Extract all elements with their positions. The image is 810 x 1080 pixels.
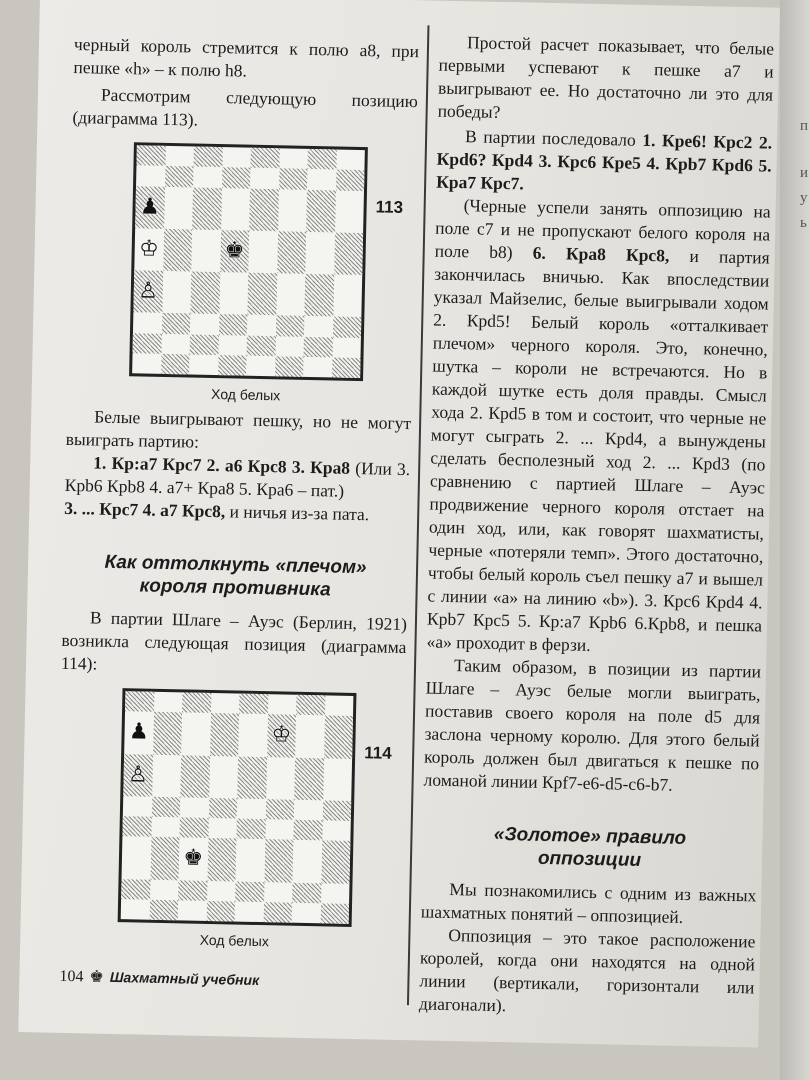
right-column — [419, 31, 775, 1023]
board-square-a1 — [132, 353, 161, 374]
board-square-e4 — [247, 273, 276, 316]
board-square-g2 — [292, 882, 321, 903]
board-square-d8 — [211, 693, 240, 714]
board-square-d6 — [221, 188, 250, 231]
board-square-b1 — [161, 354, 190, 375]
paragraph-text: (Черные успели занять оппозицию на поле c7 и не пропускают белого короля на поле b8) — [434, 195, 771, 263]
board-square-g8 — [296, 695, 325, 716]
board-square-a6 — [135, 186, 164, 229]
paragraph — [65, 451, 411, 504]
paragraph — [426, 194, 771, 661]
board-square-e5 — [237, 798, 266, 819]
board-square-f2 — [275, 336, 304, 357]
board-square-c6 — [180, 755, 209, 798]
board-square-h6 — [323, 758, 352, 801]
board-square-d5 — [208, 798, 237, 819]
board-square-g5 — [305, 232, 334, 275]
board-square-a2 — [133, 333, 162, 354]
board-square-d7 — [222, 167, 251, 188]
board-square-f4 — [265, 819, 294, 840]
board-square-d3 — [218, 314, 247, 335]
board-square-e4 — [236, 819, 265, 840]
board-square-h4 — [322, 820, 351, 841]
board-square-f5 — [265, 799, 294, 820]
board-square-c2 — [190, 334, 219, 355]
board-square-g6 — [306, 189, 335, 232]
board-square-g4 — [293, 820, 322, 841]
diagram-caption: Ход белых — [210, 385, 281, 404]
board-square-h3 — [332, 317, 361, 338]
board-square-g3 — [304, 316, 333, 337]
moves-bold: 3. ... Крс7 4. a7 Крс8, — [64, 497, 226, 522]
white-pawn-icon: ♙ — [137, 278, 159, 304]
board-square-d1 — [218, 355, 247, 376]
board-square-g7 — [295, 715, 324, 758]
board-square-h7 — [324, 716, 353, 759]
board-square-f2 — [264, 882, 293, 903]
moves-bold: 6. Кра8 Крс8, — [532, 242, 670, 266]
board-square-b3 — [161, 313, 190, 334]
paragraph: Белые выигрывают пешку, но не могут выиграть партию: — [65, 406, 412, 452]
moves-bold: 1. Кре6! Крс2 2. Крd6? Крd4 3. Крс6 Кре5 4. Крb7 Крd6 5. Кра7 Крс7. — [435, 129, 773, 194]
section-heading: Как оттолкнуть «плечом» короля противника — [104, 551, 367, 601]
board-square-f8 — [268, 694, 297, 715]
book-page — [18, 0, 780, 1048]
board-square-a6 — [123, 754, 152, 797]
board-square-h6 — [335, 190, 364, 233]
board-square-e6 — [237, 756, 266, 799]
moves-bold: 1. Кр:a7 Крс7 2. a6 Крс8 3. Кра8 — [93, 452, 351, 478]
board-square-h1 — [320, 903, 349, 924]
board-square-e1 — [246, 355, 275, 376]
board-square-c8 — [193, 147, 222, 168]
board-square-d5 — [220, 230, 249, 273]
board-square-c4 — [190, 271, 219, 314]
paragraph: Оппозиция – это такое расположение королей, когда они находятся на одной линии (вертикали, горизонтали или диагонали). — [418, 925, 756, 1016]
board-square-e8 — [239, 694, 268, 715]
black-pawn-icon: ♟ — [139, 194, 160, 220]
chess-board — [118, 688, 357, 927]
moves-text: и ничья из-за пата. — [225, 501, 370, 525]
board-square-b4 — [151, 817, 180, 838]
chess-board-grid — [132, 145, 365, 378]
next-page-edge — [780, 0, 810, 1080]
paragraph: черный король стремится к полю a8, при пешке «h» – к полю h8. — [73, 33, 420, 81]
board-square-d2 — [218, 335, 247, 356]
board-square-f6 — [266, 757, 295, 800]
board-square-a7 — [136, 166, 165, 187]
board-square-g4 — [304, 274, 333, 317]
board-square-b2 — [150, 879, 179, 900]
board-square-h5 — [334, 232, 363, 275]
board-square-e2 — [235, 881, 264, 902]
board-square-a1 — [121, 899, 150, 920]
black-pawn-icon: ♟ — [128, 719, 149, 746]
board-square-f7 — [279, 169, 308, 190]
board-square-h8 — [324, 695, 353, 716]
black-king-icon: ♚ — [224, 238, 245, 264]
board-square-d4 — [219, 272, 248, 315]
board-square-g1 — [292, 902, 321, 923]
diagram-caption: Ход белых — [199, 931, 269, 950]
board-square-f1 — [275, 356, 304, 377]
paragraph-text: В партии последовало — [464, 126, 643, 150]
board-square-g5 — [294, 800, 323, 821]
board-square-a3 — [133, 313, 162, 334]
board-square-e5 — [248, 230, 277, 273]
board-square-e1 — [235, 901, 264, 922]
next-page-fragment: и — [800, 165, 809, 181]
board-square-f7 — [267, 714, 296, 757]
diagram-number: 114 — [364, 743, 392, 763]
board-square-e6 — [249, 188, 278, 231]
board-square-h8 — [336, 149, 365, 170]
chess-king-icon: ♚ — [89, 966, 105, 986]
board-square-c3 — [179, 838, 208, 881]
chess-board-grid — [121, 691, 354, 924]
board-square-c5 — [191, 229, 220, 272]
board-square-f4 — [276, 273, 305, 316]
page-footer — [59, 966, 359, 992]
diagram-113 — [67, 141, 417, 404]
board-square-c7 — [193, 167, 222, 188]
board-square-a4 — [133, 270, 162, 313]
board-square-d4 — [208, 818, 237, 839]
board-square-c1 — [178, 900, 207, 921]
board-square-d2 — [207, 880, 236, 901]
board-square-e7 — [250, 168, 279, 189]
next-page-fragment: у — [800, 190, 808, 206]
board-square-f8 — [279, 148, 308, 169]
board-square-b8 — [154, 692, 183, 713]
next-page-fragment: ь — [800, 215, 807, 231]
board-square-g2 — [304, 336, 333, 357]
paragraph: Мы познакомились с одним из важных шахматных понятий – оппозицией. — [420, 879, 757, 927]
board-square-d3 — [207, 838, 236, 881]
board-square-d7 — [210, 713, 239, 756]
moves-text: (Или 3. Крb6 Крb8 4. a7+ Кра8 5. Кра6 – пат.) — [64, 457, 411, 501]
board-square-c7 — [181, 713, 210, 756]
board-square-a7 — [124, 711, 153, 754]
paragraph-text: и партия закончилась вничью. Как впоследствии указал Майзелис, белые выигрывали ходом 2. Крd5! Белый король «отталкивает плечом» черного короля. Это, конечно, шутка – короли не встречаются. Но в каждой шутке есть доля правды. Смысл хода 2. Крd5 в том и состоит, что черные не могут сыграть 2. ... Крd4, а вынуждены сделать бесполезный ход 2. ... Крd3 (по сравнению с партией Шлаге – Ауэс продвижение черного короля отстает на один ход, или, как говорят шахматисты, черные «потеряли темп». Этого достаточно, чтобы белый король съел пешку a7 и вышел с линии «a» на линию «b»). 3. Крс6 Крd4 4. Крb7 Крс5 5. Кр:a7 Крb6 6.Крb8, и пешка «a» проходит в ферзи. — [426, 245, 770, 655]
diagram-number: 113 — [375, 197, 404, 217]
page-number: 104 — [59, 967, 84, 986]
black-king-icon: ♚ — [183, 845, 204, 872]
board-square-c2 — [178, 880, 207, 901]
board-square-a8 — [125, 691, 154, 712]
board-square-c6 — [192, 187, 221, 230]
paragraph: Рассмотрим следующую позицию (диаграмма 113). — [72, 84, 419, 130]
white-king-icon: ♔ — [138, 236, 160, 262]
board-square-h7 — [336, 170, 365, 191]
board-square-f3 — [275, 316, 304, 337]
board-square-d8 — [222, 147, 251, 168]
board-square-b4 — [162, 271, 191, 314]
board-square-f5 — [277, 231, 306, 274]
board-square-b3 — [150, 837, 179, 880]
board-square-b6 — [152, 754, 181, 797]
board-square-f1 — [263, 902, 292, 923]
board-square-c5 — [180, 797, 209, 818]
white-pawn-icon: ♙ — [127, 761, 149, 788]
board-square-b7 — [153, 712, 182, 755]
board-square-e8 — [250, 148, 279, 169]
white-king-icon: ♔ — [271, 722, 292, 749]
board-square-c3 — [190, 314, 219, 335]
section-heading: «Золотое» правило оппозиции — [493, 823, 687, 872]
board-square-h1 — [332, 357, 361, 378]
board-square-b5 — [151, 797, 180, 818]
board-square-c1 — [189, 354, 218, 375]
board-square-g8 — [307, 149, 336, 170]
board-square-e3 — [247, 315, 276, 336]
board-square-a8 — [136, 145, 165, 166]
board-square-g1 — [303, 357, 332, 378]
board-square-f3 — [264, 839, 293, 882]
board-square-e3 — [236, 839, 265, 882]
left-column — [55, 33, 420, 950]
book-title: Шахматный учебник — [109, 968, 260, 989]
board-square-e2 — [247, 335, 276, 356]
board-square-b7 — [165, 166, 194, 187]
board-square-a2 — [121, 879, 150, 900]
paragraph: Простой расчет показывает, что белые первыми успевают к пешке a7 и выигрывают ее. Но достаточно ли это для победы? — [437, 32, 775, 122]
board-square-b1 — [149, 899, 178, 920]
board-square-e7 — [238, 714, 267, 757]
diagram-114 — [55, 687, 405, 950]
board-square-a4 — [122, 816, 151, 837]
board-square-b8 — [165, 146, 194, 167]
board-square-g6 — [294, 757, 323, 800]
board-square-c4 — [179, 817, 208, 838]
board-square-b5 — [163, 229, 192, 272]
board-square-h2 — [332, 337, 361, 358]
paragraph: Таким образом, в позиции из партии Шлаге – Ауэс белые могли выиграть, поставив своего короля на поле d5 для заслона черному королю. Для этого белый король должен был двигаться к пешке по ломаной линии Крf7-e6-d5-c6-b7. — [423, 655, 762, 795]
board-square-a3 — [122, 836, 151, 879]
board-square-h3 — [321, 841, 350, 884]
board-square-b6 — [164, 186, 193, 229]
next-page-fragment: п — [800, 118, 809, 134]
board-square-d6 — [209, 755, 238, 798]
board-square-d1 — [206, 901, 235, 922]
board-square-c8 — [182, 692, 211, 713]
board-square-g7 — [307, 169, 336, 190]
board-square-h5 — [322, 800, 351, 821]
chess-board — [129, 142, 368, 381]
board-square-a5 — [123, 796, 152, 817]
paragraph — [436, 125, 772, 201]
board-square-f6 — [278, 189, 307, 232]
board-square-h4 — [333, 274, 362, 317]
board-square-b2 — [161, 333, 190, 354]
paragraph: В партии Шлаге – Ауэс (Берлин, 1921) возникла следующая позиция (диаграмма 114): — [60, 607, 408, 674]
board-square-h2 — [321, 883, 350, 904]
board-square-a5 — [134, 228, 163, 271]
board-square-g3 — [292, 840, 321, 883]
